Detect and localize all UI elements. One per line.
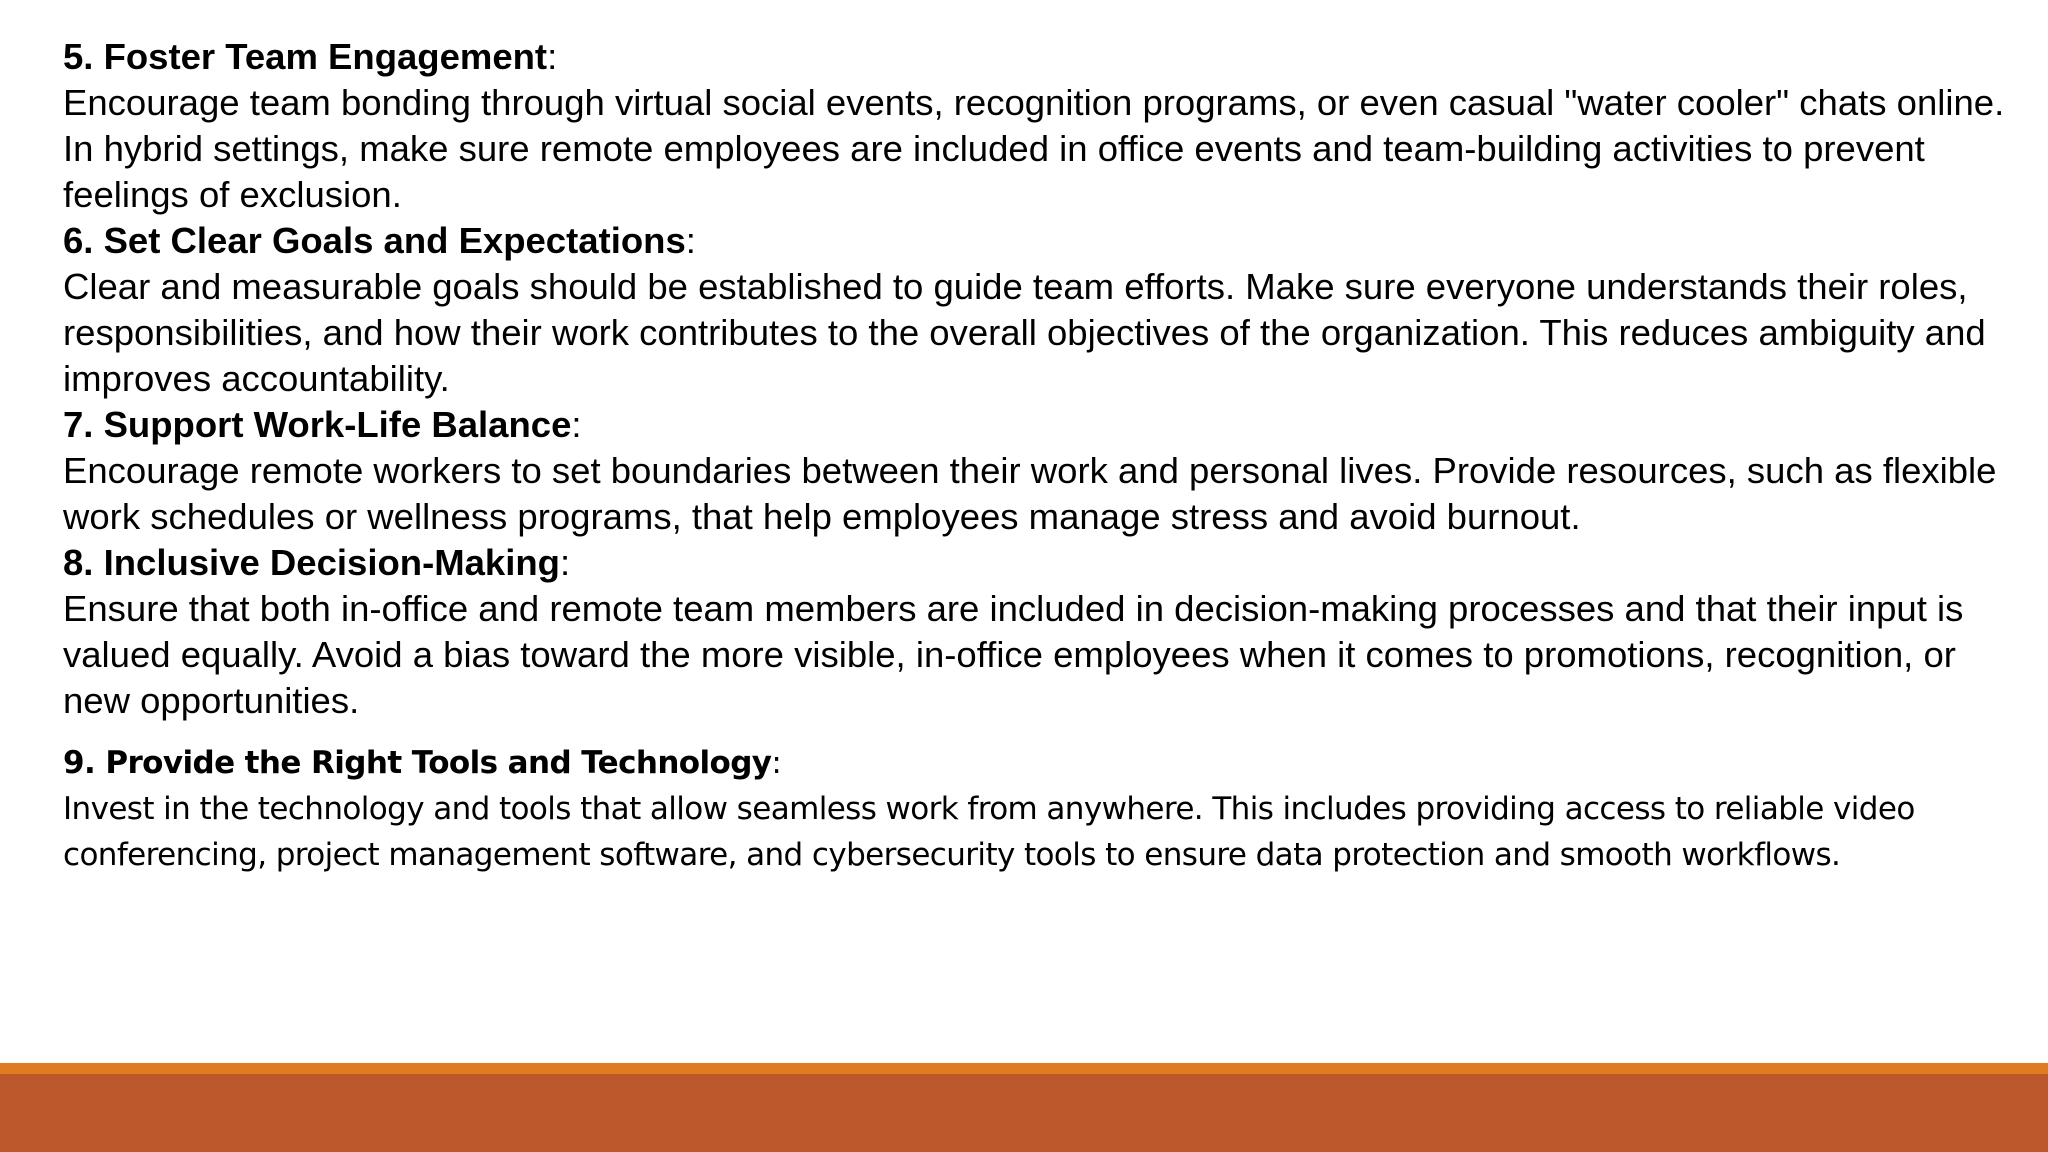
section-title: 6. Set Clear Goals and Expectations <box>63 220 686 261</box>
section-5 <box>63 34 2023 218</box>
section-colon: : <box>571 404 582 445</box>
section-colon: : <box>559 542 571 583</box>
section-6 <box>63 218 2023 402</box>
section-body: Clear and measurable goals should be established to guide team efforts. Make sure everyone understands their roles, responsibilities, and how their work contributes to the overall objectives of the organization. This reduces ambiguity and improves accountability. <box>63 266 1986 399</box>
section-title: 8. Inclusive Decision-Making <box>63 542 560 583</box>
section-8 <box>63 540 2023 724</box>
section-title: 7. Support Work-Life Balance <box>63 404 572 445</box>
section-9 <box>63 740 2023 878</box>
section-title: 5. Foster Team Engagement <box>63 36 548 77</box>
section-body: Invest in the technology and tools that allow seamless work from anywhere. This includes providing access to reliable video conferencing, project management software, and cybersecurity tools to ensure data protection and smooth workflows. <box>63 791 1915 873</box>
section-heading <box>63 540 2023 586</box>
section-7 <box>63 402 2023 540</box>
section-colon: : <box>685 220 696 261</box>
section-heading <box>63 740 2023 786</box>
section-heading <box>63 34 2023 80</box>
section-heading <box>63 402 2023 448</box>
section-title: 9. Provide the Right Tools and Technology <box>63 745 772 781</box>
section-colon: : <box>547 36 558 77</box>
footer-bar <box>0 1074 2048 1152</box>
section-colon: : <box>771 745 782 781</box>
section-body: Ensure that both in-office and remote team members are included in decision-making processes and that their input is valued equally. Avoid a bias toward the more visible, in-office employees when it comes to promotions, recognition, or new opportunities. <box>63 588 1964 721</box>
section-heading <box>63 218 2023 264</box>
section-body: Encourage team bonding through virtual social events, recognition programs, or even casual "water cooler" chats online. In hybrid settings, make sure remote employees are included in office events and team-building activities to prevent feelings of exclusion. <box>63 82 2005 215</box>
section-body: Encourage remote workers to set boundaries between their work and personal lives. Provide resources, such as flexible work schedules or wellness programs, that help employees manage stress and avoid burnout. <box>63 450 1997 537</box>
footer-accent-stripe <box>0 1063 2048 1074</box>
slide-content <box>63 34 2023 878</box>
